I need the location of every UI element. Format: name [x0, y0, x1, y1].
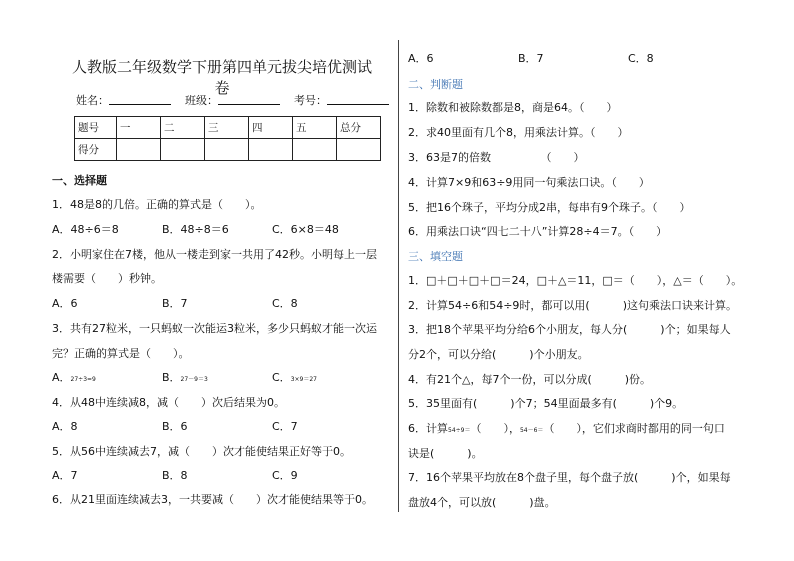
option-c[interactable]: C．8 [272, 297, 298, 310]
exam-no-label: 考号： [294, 94, 327, 107]
question-text: 6．从21里面连续减去3，一共要减（ ）次才能使结果等于0。 [52, 493, 373, 506]
score-cell[interactable] [161, 139, 205, 161]
fill-item: 4．有21个△，每7个一份，可以分成( )份。 [408, 373, 652, 386]
option-c-math: 3×9＝27 [290, 376, 317, 383]
score-header-cell: 题号 [75, 117, 117, 139]
score-header-cell: 二 [161, 117, 205, 139]
class-blank[interactable] [218, 94, 280, 105]
question-text: 2．小明家住在7楼，他从一楼走到家一共用了42秒。小明每上一层 [52, 248, 377, 261]
judge-item: 6．用乘法口诀“四七二十八”计算28÷4＝7。（ ） [408, 225, 668, 238]
student-info [76, 92, 389, 108]
option-c[interactable] [272, 369, 317, 385]
option-b[interactable]: B．48÷8＝6 [162, 223, 229, 236]
score-header-cell: 五 [293, 117, 337, 139]
option-a-math: 27÷3=9 [70, 376, 96, 383]
option-c[interactable]: C．9 [272, 469, 298, 482]
judge-item: 4．计算7×9和63÷9用同一句乘法口诀。（ ） [408, 176, 650, 189]
score-table [74, 116, 381, 161]
fill-item [408, 420, 725, 436]
option-b[interactable]: B．6 [162, 420, 188, 433]
option-c[interactable]: C．7 [272, 420, 298, 433]
question-text: 5．从56中连续减去7，减（ ）次才能使结果正好等于0。 [52, 445, 351, 458]
option-c[interactable]: C．6×8＝48 [272, 223, 339, 236]
section-heading-choice: 一、选择题 [52, 174, 107, 187]
fill-item: 2．计算54÷6和54÷9时，都可以用( )这句乘法口诀来计算。 [408, 299, 738, 312]
question-text-cont: 完？正确的算式是（ ）。 [52, 347, 190, 360]
fill-item: 7．16个苹果平均放在8个盘子里，每个盘子放( )个，如果每 [408, 471, 731, 484]
fill-item-cont: 分2个，可以分给( )个小朋友。 [408, 348, 589, 361]
question-text: 3．共有27粒米，一只蚂蚁一次能运3粒米，多少只蚂蚁才能一次运 [52, 322, 377, 335]
fill-item: 1．□＋□＋□＋□＝24，□＋△＝11，□＝（ ），△＝（ ）。 [408, 274, 743, 287]
option-b[interactable]: B．8 [162, 469, 188, 482]
name-label: 姓名： [76, 94, 109, 107]
fill-item-mid: （ ）， [470, 422, 520, 435]
option-b-prefix: B． [162, 371, 181, 384]
fill-item-cont: 盘放4个，可以放( )盘。 [408, 496, 556, 509]
score-header-cell: 总分 [337, 117, 381, 139]
score-table-header-row [75, 117, 381, 139]
score-header-cell: 四 [249, 117, 293, 139]
fill-item-prefix: 6．计算 [408, 422, 448, 435]
fill-item: 3．把18个苹果平均分给6个小朋友，每人分( )个；如果每人 [408, 323, 731, 336]
score-header-cell: 一 [117, 117, 161, 139]
option-a[interactable]: A．7 [52, 469, 78, 482]
column-divider [398, 40, 399, 512]
fill-item-cont: 诀是( )。 [408, 447, 483, 460]
judge-item: 2．求40里面有几个8，用乘法计算。（ ） [408, 126, 629, 139]
fill-item-math: 54÷9＝ [448, 427, 471, 434]
option-b[interactable]: B．7 [162, 297, 188, 310]
name-blank[interactable] [109, 94, 171, 105]
judge-item: 5．把16个珠子，平均分成2串，每串有9个珠子。（ ） [408, 201, 691, 214]
option-b[interactable]: B．7 [518, 52, 544, 65]
option-a[interactable]: A．8 [52, 420, 78, 433]
question-text-cont: 楼需要（ ）秒钟。 [52, 272, 162, 285]
question-text: 4．从48中连续减8，减（ ）次后结果为0。 [52, 396, 285, 409]
score-cell[interactable] [293, 139, 337, 161]
score-cell[interactable] [205, 139, 249, 161]
option-a[interactable]: A．6 [408, 52, 434, 65]
option-b-math: 27－9＝3 [180, 376, 208, 383]
fill-item: 5．35里面有( )个7；54里面最多有( )个9。 [408, 397, 684, 410]
score-cell[interactable] [249, 139, 293, 161]
section-heading-judge: 二、判断题 [408, 78, 463, 91]
option-a[interactable]: A．48÷6＝8 [52, 223, 119, 236]
option-a[interactable]: A．6 [52, 297, 78, 310]
question-text: 1．48是8的几倍。正确的算式是（ ）。 [52, 198, 262, 211]
option-a[interactable] [52, 369, 96, 385]
judge-item: 3．63是7的倍数 （ ） [408, 151, 585, 164]
score-table-score-row [75, 139, 381, 161]
fill-item-math: 54－6＝ [519, 427, 544, 434]
exam-no-blank[interactable] [327, 94, 389, 105]
page-title: 人教版二年级数学下册第四单元拔尖培优测试卷 [72, 58, 373, 97]
option-a-prefix: A． [52, 371, 71, 384]
option-b[interactable] [162, 369, 208, 385]
section-heading-fill: 三、填空题 [408, 250, 463, 263]
judge-item: 1．除数和被除数都是8，商是64。（ ） [408, 101, 618, 114]
score-cell[interactable] [337, 139, 381, 161]
score-cell[interactable] [117, 139, 161, 161]
class-label: 班级： [185, 94, 218, 107]
score-header-cell: 三 [205, 117, 249, 139]
score-row-label: 得分 [75, 139, 117, 161]
option-c-prefix: C． [272, 371, 291, 384]
fill-item-end: （ ），它们求商时都用的同一句口 [543, 422, 725, 435]
option-c[interactable]: C．8 [628, 52, 654, 65]
